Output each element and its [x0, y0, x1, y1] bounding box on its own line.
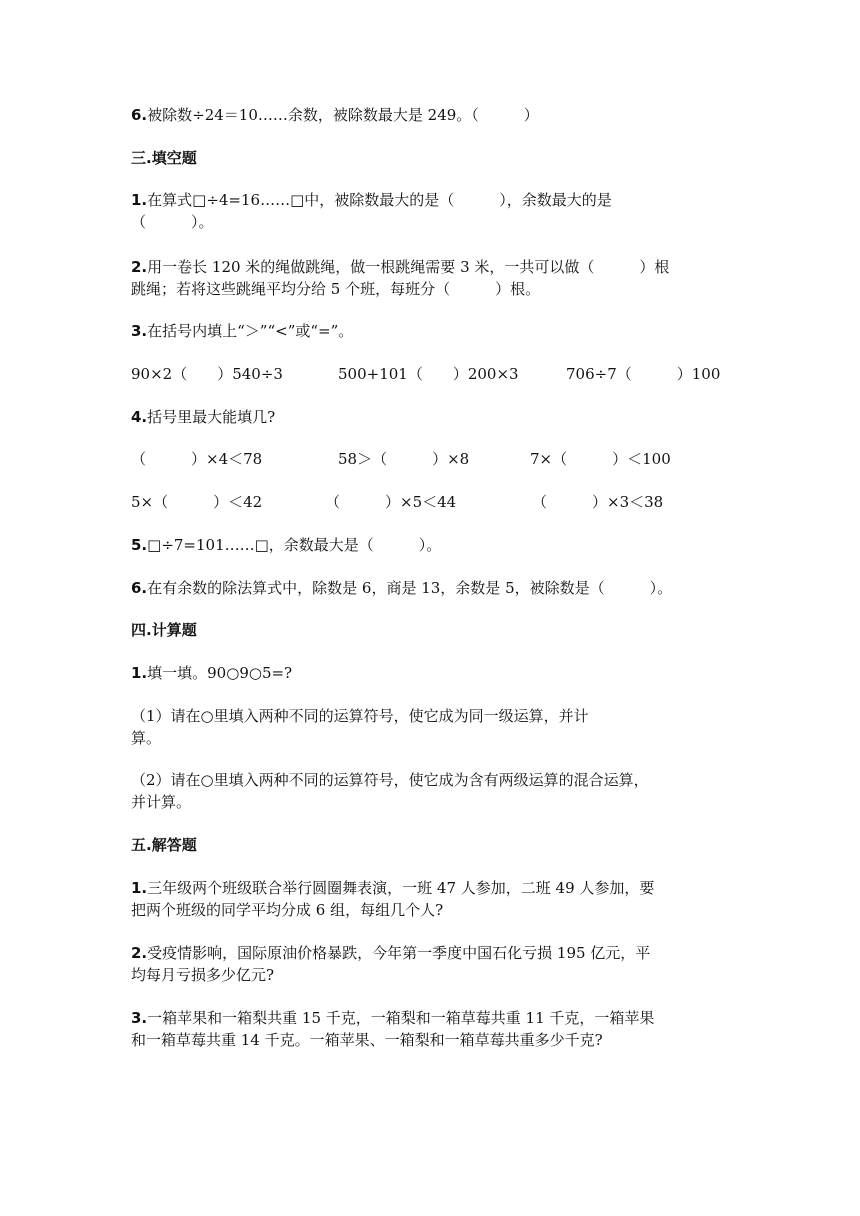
question-number: 6.	[131, 106, 148, 124]
question-text: 填一填。90○9○5=?	[147, 664, 293, 682]
question-number: 3.	[131, 1009, 148, 1027]
question-number: 2.	[131, 258, 148, 276]
fill-item-1: （ ）×4＜78	[131, 450, 263, 468]
question-number: 5.	[131, 536, 148, 554]
question-5-1-line2: 把两个班级的同学平均分成 6 组，每组几个人?	[131, 901, 444, 919]
question-number: 3.	[131, 322, 148, 340]
section-5-title: 五.解答题	[131, 836, 197, 854]
question-3-5	[131, 534, 441, 556]
question-text: 受疫情影响，国际原油价格暴跌，今年第一季度中国石化亏损 195 亿元，平	[147, 944, 651, 962]
question-number: 4.	[131, 408, 148, 426]
question-number: 1.	[131, 879, 148, 897]
question-number: 1.	[131, 664, 148, 682]
subquestion-1-line1: （1）请在○里填入两种不同的运算符号，使它成为同一级运算，并计	[131, 707, 589, 725]
question-3-6	[131, 577, 672, 599]
fill-item-5: （ ）×5＜44	[325, 493, 457, 511]
fill-item-6: （ ）×3＜38	[532, 493, 664, 511]
question-text: 用一卷长 120 米的绳做跳绳，做一根跳绳需要 3 米，一共可以做（ ）根	[147, 258, 670, 276]
question-text: 在算式□÷4=16……□中，被除数最大的是（ ），余数最大的是	[147, 191, 612, 209]
subquestion-2-line1: （2）请在○里填入两种不同的运算符号，使它成为含有两级运算的混合运算，	[131, 771, 649, 789]
subquestion-2-line2: 并计算。	[131, 793, 192, 811]
question-3-2-line2: 跳绳；若将这些跳绳平均分给 5 个班，每班分（ ）根。	[131, 280, 541, 298]
question-5-2-line1	[131, 942, 650, 964]
question-number: 2.	[131, 944, 148, 962]
question-number: 6.	[131, 579, 148, 597]
subquestion-1-line2: 算。	[131, 729, 162, 747]
question-5-2-line2: 均每月亏损多少亿元?	[131, 966, 275, 984]
section-3-title: 三.填空题	[131, 149, 197, 167]
question-3-1-line2: （ ）。	[131, 213, 214, 231]
fill-item-4: 5×（ ）＜42	[131, 493, 263, 511]
section-4-title: 四.计算题	[131, 621, 197, 639]
question-text: 在有余数的除法算式中，除数是 6，商是 13，余数是 5，被除数是（ ）。	[147, 579, 673, 597]
compare-item-2: 500+101（ ）200×3	[338, 365, 519, 383]
compare-item-3: 706÷7（ ）100	[566, 365, 721, 383]
question-text: 一箱苹果和一箱梨共重 15 千克，一箱梨和一箱草莓共重 11 千克，一箱苹果	[147, 1009, 655, 1027]
question-4-1	[131, 662, 292, 684]
fill-item-3: 7×（ ）＜100	[530, 450, 671, 468]
question-5-1-line1	[131, 877, 654, 899]
question-text: 被除数÷24＝10……余数，被除数最大是 249。（ ）	[147, 106, 539, 124]
question-5-3-line1	[131, 1007, 654, 1029]
compare-item-1: 90×2（ ）540÷3	[131, 365, 283, 383]
question-text: 在括号内填上“＞”“<”或“=”。	[147, 322, 354, 340]
question-text: □÷7=101……□，余数最大是（ ）。	[147, 536, 442, 554]
question-text: 括号里最大能填几?	[147, 408, 276, 426]
question-2-6	[131, 104, 539, 126]
fill-item-2: 58＞（ ）×8	[338, 450, 470, 468]
question-3-2-line1	[131, 256, 669, 278]
question-number: 1.	[131, 191, 148, 209]
question-3-3	[131, 320, 353, 342]
question-5-3-line2: 和一箱草莓共重 14 千克。一箱苹果、一箱梨和一箱草莓共重多少千克?	[131, 1031, 603, 1049]
question-text: 三年级两个班级联合举行圆圈舞表演，一班 47 人参加，二班 49 人参加，要	[147, 879, 655, 897]
question-3-1-line1	[131, 189, 612, 211]
question-3-4	[131, 406, 275, 428]
